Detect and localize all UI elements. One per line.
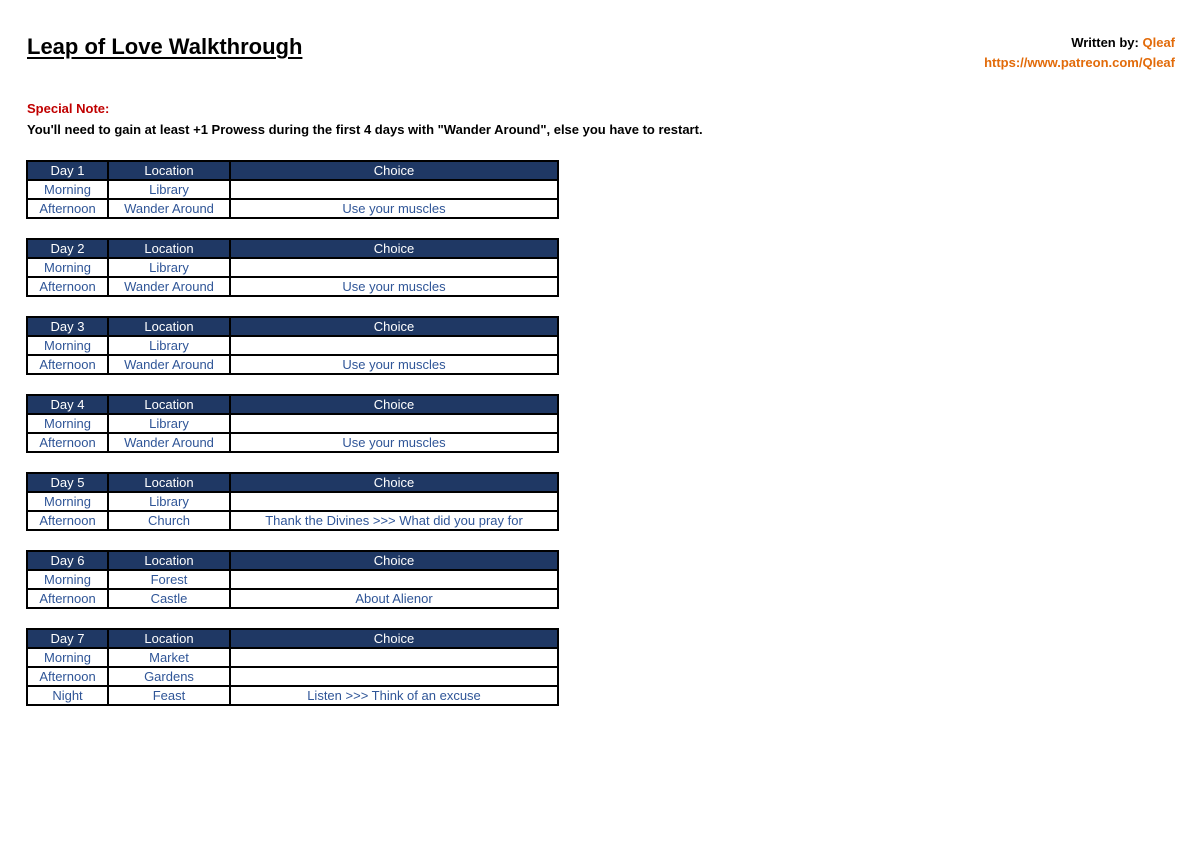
- choice-header: Choice: [230, 395, 558, 414]
- time-cell: Morning: [27, 336, 108, 355]
- time-cell: Afternoon: [27, 667, 108, 686]
- choice-cell: [230, 648, 558, 667]
- day-header-row: [27, 551, 558, 570]
- day-table: [26, 472, 559, 531]
- choice-cell: [230, 336, 558, 355]
- location-cell: Wander Around: [108, 277, 230, 296]
- special-note-label: Special Note:: [27, 101, 110, 116]
- table-row: [27, 648, 558, 667]
- location-cell: Wander Around: [108, 199, 230, 218]
- choice-cell: [230, 414, 558, 433]
- choice-header: Choice: [230, 239, 558, 258]
- location-cell: Library: [108, 180, 230, 199]
- table-row: [27, 667, 558, 686]
- table-row: [27, 511, 558, 530]
- day-table: [26, 160, 559, 219]
- choice-cell: [230, 667, 558, 686]
- choice-cell: Use your muscles: [230, 433, 558, 452]
- time-cell: Morning: [27, 648, 108, 667]
- location-header: Location: [108, 317, 230, 336]
- table-row: [27, 355, 558, 374]
- location-cell: Church: [108, 511, 230, 530]
- table-row: [27, 686, 558, 705]
- day-header-row: [27, 239, 558, 258]
- choice-cell: [230, 180, 558, 199]
- day-table: [26, 394, 559, 453]
- choice-cell: Use your muscles: [230, 355, 558, 374]
- credits: [984, 33, 1175, 73]
- table-row: [27, 570, 558, 589]
- location-cell: Market: [108, 648, 230, 667]
- day-table: [26, 238, 559, 297]
- day-header-row: [27, 395, 558, 414]
- author-line: [984, 33, 1175, 53]
- time-cell: Morning: [27, 180, 108, 199]
- time-cell: Afternoon: [27, 433, 108, 452]
- day-label: Day 7: [27, 629, 108, 648]
- location-header: Location: [108, 473, 230, 492]
- location-header: Location: [108, 395, 230, 414]
- choice-header: Choice: [230, 551, 558, 570]
- day-label: Day 2: [27, 239, 108, 258]
- location-header: Location: [108, 239, 230, 258]
- choice-cell: Use your muscles: [230, 199, 558, 218]
- table-row: [27, 589, 558, 608]
- time-cell: Afternoon: [27, 277, 108, 296]
- day-table: [26, 316, 559, 375]
- day-header-row: [27, 317, 558, 336]
- time-cell: Morning: [27, 258, 108, 277]
- location-cell: Gardens: [108, 667, 230, 686]
- time-cell: Afternoon: [27, 355, 108, 374]
- choice-cell: [230, 258, 558, 277]
- day-table: [26, 550, 559, 609]
- choice-cell: [230, 492, 558, 511]
- table-row: [27, 336, 558, 355]
- choice-cell: Thank the Divines >>> What did you pray for: [230, 511, 558, 530]
- day-header-row: [27, 473, 558, 492]
- walkthrough-days: [26, 160, 557, 725]
- location-cell: Forest: [108, 570, 230, 589]
- location-cell: Library: [108, 492, 230, 511]
- choice-header: Choice: [230, 161, 558, 180]
- patreon-link[interactable]: https://www.patreon.com/Qleaf: [984, 55, 1175, 70]
- location-cell: Library: [108, 258, 230, 277]
- day-table: [26, 628, 559, 706]
- location-cell: Feast: [108, 686, 230, 705]
- location-header: Location: [108, 161, 230, 180]
- day-label: Day 1: [27, 161, 108, 180]
- time-cell: Night: [27, 686, 108, 705]
- choice-cell: Use your muscles: [230, 277, 558, 296]
- location-cell: Wander Around: [108, 433, 230, 452]
- choice-header: Choice: [230, 629, 558, 648]
- choice-cell: [230, 570, 558, 589]
- table-row: [27, 492, 558, 511]
- day-label: Day 3: [27, 317, 108, 336]
- table-row: [27, 258, 558, 277]
- table-row: [27, 414, 558, 433]
- page-title: Leap of Love Walkthrough: [27, 34, 303, 59]
- location-cell: Library: [108, 336, 230, 355]
- written-by-label: Written by:: [1071, 35, 1139, 50]
- day-label: Day 4: [27, 395, 108, 414]
- time-cell: Afternoon: [27, 589, 108, 608]
- special-note-text: You'll need to gain at least +1 Prowess during the first 4 days with "Wander Around", else you have to restart.: [27, 122, 703, 137]
- table-row: [27, 433, 558, 452]
- time-cell: Morning: [27, 570, 108, 589]
- author-name: Qleaf: [1142, 35, 1175, 50]
- time-cell: Afternoon: [27, 511, 108, 530]
- location-cell: Wander Around: [108, 355, 230, 374]
- day-header-row: [27, 161, 558, 180]
- time-cell: Morning: [27, 492, 108, 511]
- choice-header: Choice: [230, 473, 558, 492]
- location-cell: Castle: [108, 589, 230, 608]
- table-row: [27, 199, 558, 218]
- day-header-row: [27, 629, 558, 648]
- day-label: Day 6: [27, 551, 108, 570]
- choice-cell: About Alienor: [230, 589, 558, 608]
- location-cell: Library: [108, 414, 230, 433]
- choice-header: Choice: [230, 317, 558, 336]
- table-row: [27, 180, 558, 199]
- choice-cell: Listen >>> Think of an excuse: [230, 686, 558, 705]
- table-row: [27, 277, 558, 296]
- location-header: Location: [108, 551, 230, 570]
- day-label: Day 5: [27, 473, 108, 492]
- time-cell: Afternoon: [27, 199, 108, 218]
- time-cell: Morning: [27, 414, 108, 433]
- location-header: Location: [108, 629, 230, 648]
